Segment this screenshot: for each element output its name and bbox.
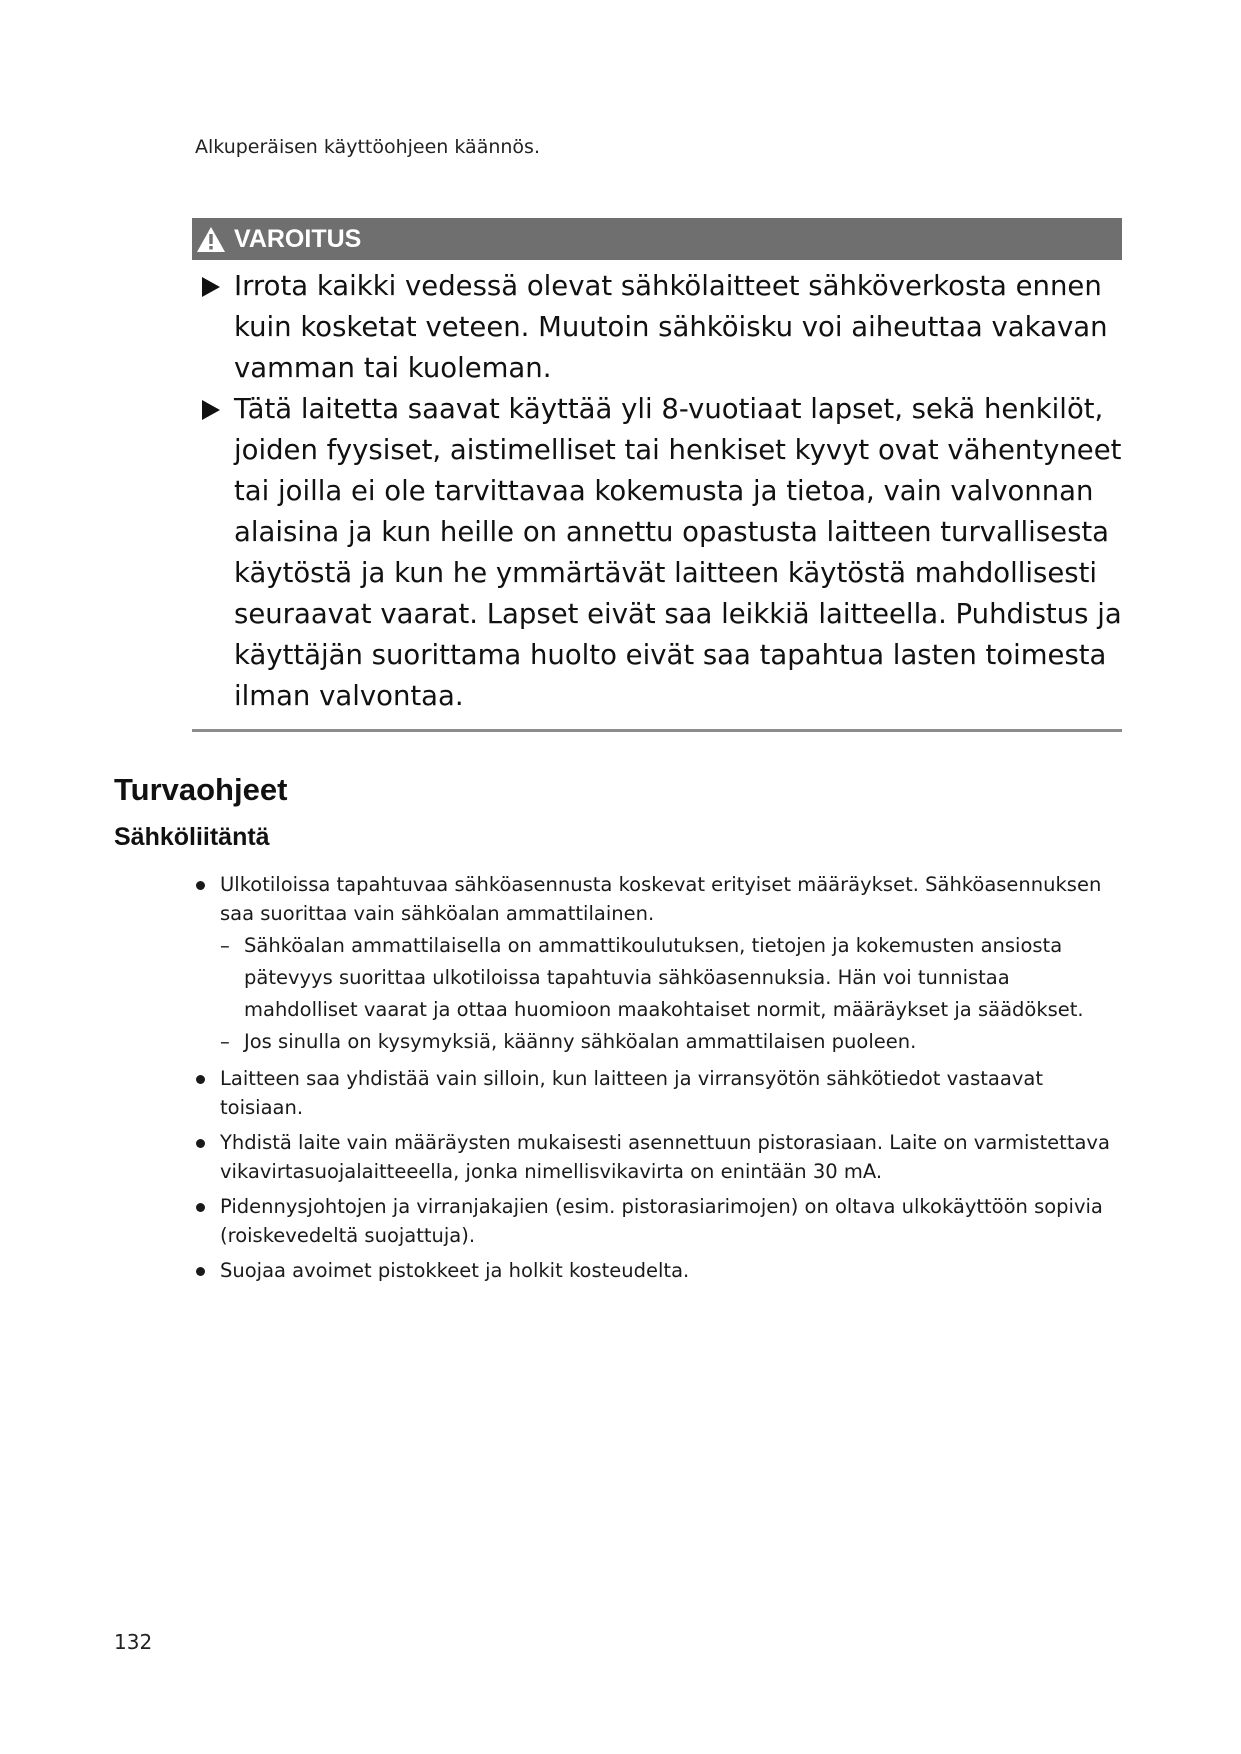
bullet-icon	[196, 1139, 205, 1148]
list-item-text: Ulkotiloissa tapahtuvaa sähköasennusta koskevat erityiset määräykset. Sähköasennuksen saa suorittaa vain sähköalan ammattilainen.	[220, 873, 1102, 925]
arrow-bullet-icon	[202, 277, 220, 297]
sub-list-item-text: Sähköalan ammattilaisella on ammattikoulutuksen, tietojen ja kokemusten ansiosta pätevyys suorittaa ulkotiloissa tapahtuvia sähköasennuksia. Hän voi tunnistaa mahdolliset vaarat ja ottaa huomioon maakohtaiset normit, määräykset ja säädökset.	[244, 934, 1084, 1021]
warning-item-text: Irrota kaikki vedessä olevat sähkölaitteet sähköverkosta ennen kuin kosketat veteen. Muutoin sähköisku voi aiheuttaa vakavan vamman tai kuoleman.	[234, 270, 1108, 384]
warning-list	[192, 266, 1122, 717]
bullet-icon	[196, 1203, 205, 1212]
arrow-bullet-icon	[202, 400, 220, 420]
warning-title: VAROITUS	[234, 224, 362, 253]
list-item	[194, 1192, 1124, 1250]
section-subheading: Sähköliitäntä	[114, 823, 270, 851]
warning-box	[192, 218, 1122, 732]
translation-note: Alkuperäisen käyttöohjeen käännös.	[195, 136, 540, 158]
sub-list-item	[220, 1026, 1124, 1058]
list-item	[194, 1064, 1124, 1122]
section-heading: Turvaohjeet	[114, 772, 288, 807]
page-number: 132	[114, 1630, 153, 1654]
bullet-icon	[196, 881, 205, 890]
list-item-text: Laitteen saa yhdistää vain silloin, kun laitteen ja virransyötön sähkötiedot vastaavat toisiaan.	[220, 1067, 1043, 1119]
list-item	[194, 1128, 1124, 1186]
warning-header	[192, 218, 1122, 260]
list-item	[194, 870, 1124, 1058]
list-item-text: Yhdistä laite vain määräysten mukaisesti asennettuun pistorasiaan. Laite on varmistettava vikavirtasuojalaitteeella, jonka nimellisvikavirta on enintään 30 mA.	[220, 1131, 1110, 1183]
bullet-icon	[196, 1075, 205, 1084]
list-item-text: Pidennysjohtojen ja virranjakajien (esim. pistorasiarimojen) on oltava ulkokäyttöön sopivia (roiskevedeltä suojattuja).	[220, 1195, 1103, 1247]
list-item-text: Suojaa avoimet pistokkeet ja holkit kosteudelta.	[220, 1259, 690, 1282]
bullet-icon	[196, 1267, 205, 1276]
warning-item	[192, 266, 1122, 389]
sub-list	[220, 930, 1124, 1058]
warning-item-text: Tätä laitetta saavat käyttää yli 8-vuotiaat lapset, sekä henkilöt, joiden fyysiset, aistimelliset tai henkiset kyvyt ovat vähentyneet tai joilla ei ole tarvittavaa kokemusta ja tietoa, vain valvonnan alaisina ja kun heille on annettu opastusta laitteen turvallisesta käytöstä ja kun he ymmärtävät laitteen käytöstä mahdollisesti seuraavat vaarat. Lapset eivät saa leikkiä laitteella. Puhdistus ja käyttäjän suorittama huolto eivät saa tapahtua lasten toimesta ilman valvontaa.	[234, 393, 1122, 712]
warning-triangle-icon	[196, 226, 226, 253]
warning-item	[192, 389, 1122, 717]
sub-list-item	[220, 930, 1124, 1026]
warning-divider	[192, 729, 1122, 732]
sub-list-item-text: Jos sinulla on kysymyksiä, käänny sähköalan ammattilaisen puoleen.	[244, 1030, 917, 1053]
list-item	[194, 1256, 1124, 1285]
safety-list	[194, 870, 1124, 1291]
dash-bullet-icon: –	[220, 1030, 230, 1053]
dash-bullet-icon: –	[220, 934, 230, 957]
